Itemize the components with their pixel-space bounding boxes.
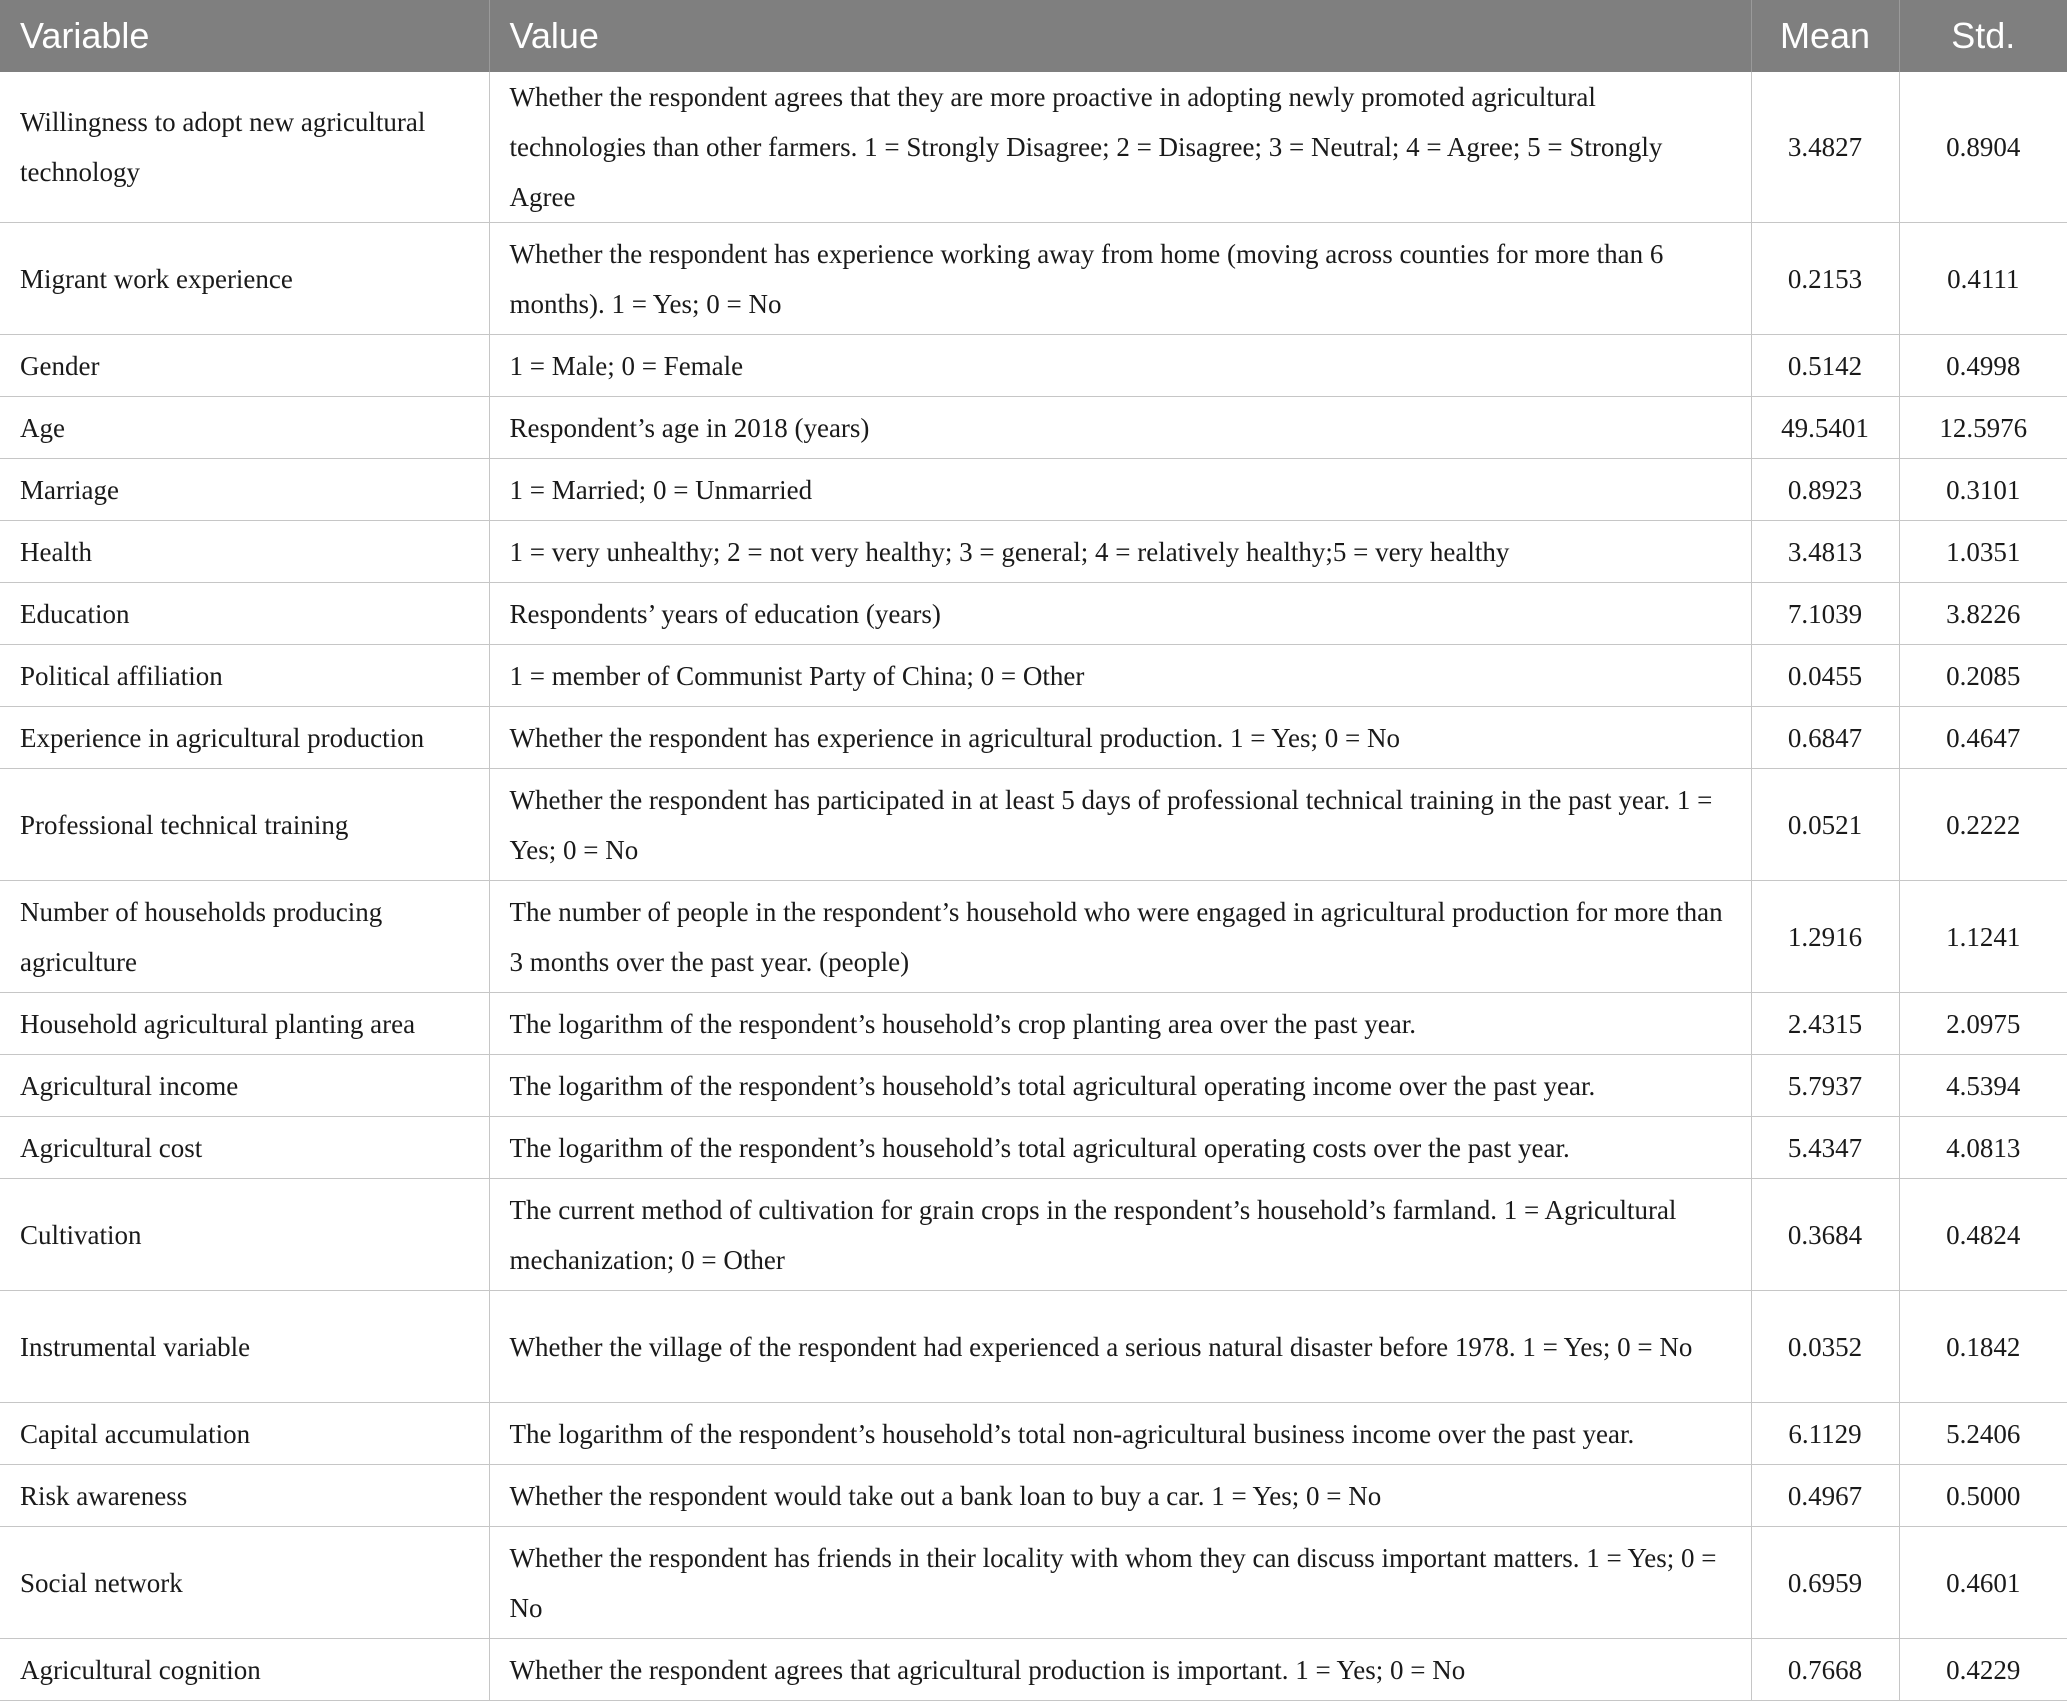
cell-mean: 0.8923 [1751,459,1899,521]
cell-value: Whether the respondent agrees that agricultural production is important. 1 = Yes; 0 = No [489,1639,1751,1701]
cell-value: 1 = Married; 0 = Unmarried [489,459,1751,521]
cell-value: Whether the respondent agrees that they are more proactive in adopting newly promoted agricultural technologies than other farmers. 1 = Strongly Disagree; 2 = Disagree; 3 = Neutral; 4 = Agree; 5 = Strongly Agree [489,72,1751,223]
table-body [0,72,2067,1701]
cell-std: 2.0975 [1899,993,2067,1055]
cell-std: 0.2222 [1899,769,2067,881]
cell-std: 0.4229 [1899,1639,2067,1701]
table-row [0,459,2067,521]
cell-mean: 0.7668 [1751,1639,1899,1701]
cell-mean: 0.6959 [1751,1527,1899,1639]
cell-std: 12.5976 [1899,397,2067,459]
cell-variable: Professional technical training [0,769,489,881]
table-row [0,223,2067,335]
cell-value: The logarithm of the respondent’s household’s crop planting area over the past year. [489,993,1751,1055]
table-row [0,1403,2067,1465]
cell-variable: Agricultural income [0,1055,489,1117]
cell-mean: 6.1129 [1751,1403,1899,1465]
cell-mean: 0.6847 [1751,707,1899,769]
cell-variable: Agricultural cognition [0,1639,489,1701]
cell-variable: Age [0,397,489,459]
cell-mean: 49.5401 [1751,397,1899,459]
cell-variable: Number of households producing agriculture [0,881,489,993]
table-row [0,521,2067,583]
cell-mean: 0.5142 [1751,335,1899,397]
cell-value: The logarithm of the respondent’s household’s total non-agricultural business income over the past year. [489,1403,1751,1465]
table-row [0,707,2067,769]
header-mean: Mean [1751,0,1899,72]
cell-mean: 0.0521 [1751,769,1899,881]
cell-std: 0.3101 [1899,459,2067,521]
table-row [0,1639,2067,1701]
cell-variable: Instrumental variable [0,1291,489,1403]
cell-std: 1.1241 [1899,881,2067,993]
table-row [0,583,2067,645]
cell-value: Whether the respondent has experience working away from home (moving across counties for more than 6 months). 1 = Yes; 0 = No [489,223,1751,335]
cell-value: 1 = very unhealthy; 2 = not very healthy; 3 = general; 4 = relatively healthy;5 = very healthy [489,521,1751,583]
header-row [0,0,2067,72]
table-row [0,1465,2067,1527]
cell-variable: Education [0,583,489,645]
header-value: Value [489,0,1751,72]
cell-mean: 0.0455 [1751,645,1899,707]
cell-variable: Cultivation [0,1179,489,1291]
cell-mean: 0.4967 [1751,1465,1899,1527]
cell-mean: 0.0352 [1751,1291,1899,1403]
cell-std: 4.5394 [1899,1055,2067,1117]
cell-mean: 0.2153 [1751,223,1899,335]
cell-mean: 5.7937 [1751,1055,1899,1117]
cell-mean: 7.1039 [1751,583,1899,645]
header-std: Std. [1899,0,2067,72]
cell-variable: Capital accumulation [0,1403,489,1465]
cell-value: 1 = member of Communist Party of China; 0 = Other [489,645,1751,707]
cell-value: The logarithm of the respondent’s household’s total agricultural operating income over the past year. [489,1055,1751,1117]
cell-std: 0.4111 [1899,223,2067,335]
table-row [0,645,2067,707]
cell-value: Whether the respondent has experience in agricultural production. 1 = Yes; 0 = No [489,707,1751,769]
cell-variable: Political affiliation [0,645,489,707]
cell-mean: 1.2916 [1751,881,1899,993]
cell-value: 1 = Male; 0 = Female [489,335,1751,397]
cell-value: The current method of cultivation for grain crops in the respondent’s household’s farmland. 1 = Agricultural mechanization; 0 = Other [489,1179,1751,1291]
table-row [0,1055,2067,1117]
table-row [0,72,2067,223]
table-row [0,1527,2067,1639]
table-row [0,993,2067,1055]
cell-value: Whether the respondent has friends in their locality with whom they can discuss important matters. 1 = Yes; 0 = No [489,1527,1751,1639]
cell-std: 0.1842 [1899,1291,2067,1403]
table-header [0,0,2067,72]
cell-value: The number of people in the respondent’s household who were engaged in agricultural production for more than 3 months over the past year. (people) [489,881,1751,993]
cell-variable: Agricultural cost [0,1117,489,1179]
cell-value: Whether the respondent would take out a bank loan to buy a car. 1 = Yes; 0 = No [489,1465,1751,1527]
cell-std: 0.4601 [1899,1527,2067,1639]
cell-variable: Experience in agricultural production [0,707,489,769]
cell-std: 0.2085 [1899,645,2067,707]
table-row [0,1179,2067,1291]
cell-value: The logarithm of the respondent’s household’s total agricultural operating costs over the past year. [489,1117,1751,1179]
cell-value: Respondent’s age in 2018 (years) [489,397,1751,459]
cell-std: 3.8226 [1899,583,2067,645]
cell-value: Whether the village of the respondent had experienced a serious natural disaster before 1978. 1 = Yes; 0 = No [489,1291,1751,1403]
cell-variable: Gender [0,335,489,397]
table-row [0,1117,2067,1179]
cell-variable: Household agricultural planting area [0,993,489,1055]
cell-std: 0.8904 [1899,72,2067,223]
cell-std: 5.2406 [1899,1403,2067,1465]
cell-std: 0.4647 [1899,707,2067,769]
cell-std: 1.0351 [1899,521,2067,583]
cell-variable: Social network [0,1527,489,1639]
cell-variable: Marriage [0,459,489,521]
table-row [0,769,2067,881]
cell-mean: 0.3684 [1751,1179,1899,1291]
cell-mean: 5.4347 [1751,1117,1899,1179]
cell-std: 4.0813 [1899,1117,2067,1179]
table-row [0,881,2067,993]
cell-std: 0.4998 [1899,335,2067,397]
table-row [0,1291,2067,1403]
cell-mean: 3.4827 [1751,72,1899,223]
cell-mean: 3.4813 [1751,521,1899,583]
cell-variable: Health [0,521,489,583]
cell-std: 0.5000 [1899,1465,2067,1527]
table-row [0,397,2067,459]
cell-mean: 2.4315 [1751,993,1899,1055]
cell-variable: Risk awareness [0,1465,489,1527]
header-variable: Variable [0,0,489,72]
table-row [0,335,2067,397]
cell-std: 0.4824 [1899,1179,2067,1291]
cell-variable: Migrant work experience [0,223,489,335]
cell-value: Respondents’ years of education (years) [489,583,1751,645]
cell-variable: Willingness to adopt new agricultural technology [0,72,489,223]
cell-value: Whether the respondent has participated in at least 5 days of professional technical training in the past year. 1 = Yes; 0 = No [489,769,1751,881]
